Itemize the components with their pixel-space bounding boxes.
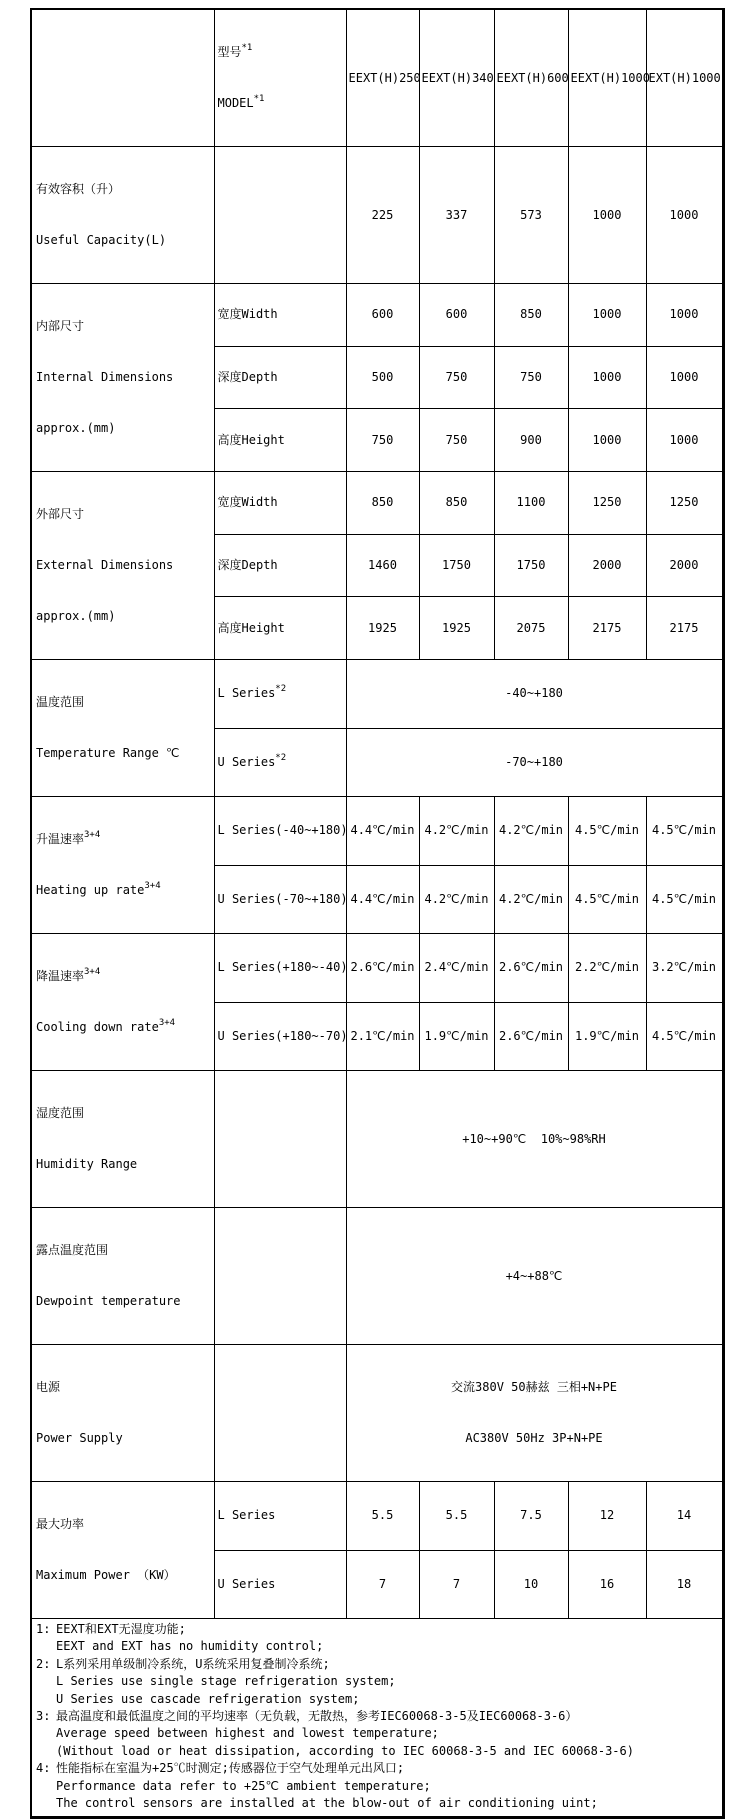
value-cell: 2.6℃/min: [494, 1002, 568, 1071]
value-cell: 2.2℃/min: [568, 934, 646, 1003]
value-cell: 4.5℃/min: [568, 865, 646, 934]
power-supply-label-cell: 电源 Power Supply: [31, 1345, 214, 1482]
model-name-cell: EXT(H)1000: [646, 9, 723, 147]
temp-range-l-row: [31, 660, 723, 729]
value-cell: 7.5: [494, 1482, 568, 1551]
value-cell: 2.6℃/min: [346, 934, 419, 1003]
merged-value-cell: +10~+90℃ 10%~98%RH: [346, 1071, 723, 1208]
value-cell: 5.5: [419, 1482, 494, 1551]
humidity-row: [31, 1071, 723, 1208]
external-width-row: [31, 472, 723, 535]
value-cell: 1750: [494, 534, 568, 597]
value-cell: 1000: [568, 147, 646, 284]
value-cell: 600: [419, 284, 494, 347]
note-number: 2:: [36, 1656, 51, 1671]
value-cell: 225: [346, 147, 419, 284]
model-name-cell: EEXT(H)340: [419, 9, 494, 147]
sub-label-cell: U Series$^{*2}$: [214, 728, 346, 797]
value-cell: 1750: [419, 534, 494, 597]
superscript: *2: [275, 684, 287, 695]
value-cell: 1460: [346, 534, 419, 597]
superscript: 3+4: [144, 881, 161, 891]
internal-dimensions-label-cell: 内部尺寸 Internal Dimensions approx.(mm): [31, 284, 214, 472]
value-cell: 7: [346, 1550, 419, 1619]
value-cell: 3.2℃/min: [646, 934, 723, 1003]
merged-value-cell: +4~+88℃: [346, 1208, 723, 1345]
external-dimensions-label-cell: 外部尺寸 External Dimensions approx.(mm): [31, 472, 214, 660]
value-cell: 2175: [568, 597, 646, 660]
note-line: 3: 最高温度和最低温度之间的平均速率（无负载，无散热，参考IEC60068-3-5及IEC60068-3-6）: [36, 1708, 718, 1725]
value-cell: 900: [494, 409, 568, 472]
value-cell: 1000: [646, 409, 723, 472]
notes-row: [31, 1619, 723, 1818]
max-power-label-cell: 最大功率 Maximum Power （KW）: [31, 1482, 214, 1619]
model-header-cell: [214, 9, 346, 147]
sub-label-cell: 高度Height: [214, 597, 346, 660]
heating-rate-label-cell: 升温速率$^{3+4}$ Heating up rate$^{3+4}$: [31, 797, 214, 934]
merged-value-cell: -40~+180: [346, 660, 723, 729]
value-cell: 750: [419, 346, 494, 409]
value-cell: 4.5℃/min: [646, 865, 723, 934]
model-name-cell: EEXT(H)250: [346, 9, 419, 147]
value-cell: 1.9℃/min: [568, 1002, 646, 1071]
value-cell: 1250: [646, 472, 723, 535]
value-cell: 2175: [646, 597, 723, 660]
value-cell: 2.1℃/min: [346, 1002, 419, 1071]
sub-label-cell: 宽度Width: [214, 284, 346, 347]
value-cell: 1100: [494, 472, 568, 535]
merged-value-cell: 交流380V 50赫兹 三相+N+PE AC380V 50Hz 3P+N+PE: [346, 1345, 723, 1482]
header-row: [31, 9, 723, 147]
value-cell: 2075: [494, 597, 568, 660]
model-label-en: MODEL$^{*1}$: [217, 94, 265, 110]
sub-label-cell: L Series: [214, 1482, 346, 1551]
sub-label-cell: L Series$^{*2}$: [214, 660, 346, 729]
value-cell: 1000: [568, 346, 646, 409]
model-name-cell: EEXT(H)600: [494, 9, 568, 147]
sub-label-cell: 深度Depth: [214, 534, 346, 597]
note-line: 4: 性能指标在室温为+25℃时测定;传感器位于空气处理单元出风口;: [36, 1760, 718, 1777]
dewpoint-row: [31, 1208, 723, 1345]
value-cell: 4.4℃/min: [346, 797, 419, 866]
cooling-l-row: [31, 934, 723, 1003]
value-cell: 573: [494, 147, 568, 284]
spec-sheet: [30, 8, 752, 1819]
notes-cell: [31, 1619, 723, 1818]
value-cell: 4.5℃/min: [646, 797, 723, 866]
value-cell: 500: [346, 346, 419, 409]
value-cell: 850: [494, 284, 568, 347]
value-cell: 5.5: [346, 1482, 419, 1551]
sub-label-cell: 深度Depth: [214, 346, 346, 409]
note-line: EEXT and EXT has no humidity control;: [56, 1639, 324, 1654]
value-cell: 750: [494, 346, 568, 409]
superscript: 3+4: [158, 1018, 176, 1028]
superscript: *1: [253, 94, 265, 104]
sub-label-cell: U Series(-70~+180): [214, 865, 346, 934]
value-cell: 4.5℃/min: [568, 797, 646, 866]
sub-label-cell: [214, 1071, 346, 1208]
temp-range-label-cell: 温度范围 Temperature Range ℃: [31, 660, 214, 797]
note-line: The control sensors are installed at the blow-out of air conditioning uint;: [56, 1796, 598, 1811]
heating-l-row: [31, 797, 723, 866]
value-cell: 4.4℃/min: [346, 865, 419, 934]
value-cell: 750: [419, 409, 494, 472]
sub-label-cell: L Series(+180~-40): [214, 934, 346, 1003]
value-cell: 10: [494, 1550, 568, 1619]
model-label-zh: 型号$^{*1}$: [217, 43, 253, 59]
note-line: 1: EEXT和EXT无湿度功能;: [36, 1621, 718, 1638]
note-line: Performance data refer to +25℃ ambient temperature;: [56, 1778, 431, 1793]
superscript: 3+4: [84, 830, 101, 840]
power-supply-row: [31, 1345, 723, 1482]
superscript: *2: [275, 752, 287, 763]
superscript: 3+4: [84, 967, 101, 977]
value-cell: 850: [346, 472, 419, 535]
max-power-l-row: [31, 1482, 723, 1551]
value-cell: 2000: [646, 534, 723, 597]
note-number: 1:: [36, 1622, 51, 1636]
value-cell: 14: [646, 1482, 723, 1551]
note-line: L Series use single stage refrigeration system;: [56, 1674, 396, 1689]
value-cell: 1000: [568, 284, 646, 347]
note-line: U Series use cascade refrigeration system;: [56, 1691, 360, 1706]
capacity-row: [31, 147, 723, 284]
note-line: 2: L系列采用单级制冷系统，U系统采用复叠制冷系统;: [36, 1656, 718, 1673]
value-cell: 4.2℃/min: [494, 797, 568, 866]
value-cell: 2000: [568, 534, 646, 597]
value-cell: 337: [419, 147, 494, 284]
sub-label-cell: L Series(-40~+180): [214, 797, 346, 866]
value-cell: 18: [646, 1550, 723, 1619]
value-cell: 2.4℃/min: [419, 934, 494, 1003]
value-cell: 16: [568, 1550, 646, 1619]
sub-label-cell: [214, 1345, 346, 1482]
value-cell: 4.2℃/min: [419, 797, 494, 866]
dewpoint-label-cell: 露点温度范围 Dewpoint temperature: [31, 1208, 214, 1345]
note-line: Average speed between highest and lowest temperature;: [56, 1726, 439, 1741]
value-cell: 12: [568, 1482, 646, 1551]
value-cell: 4.5℃/min: [646, 1002, 723, 1071]
note-number: 4:: [36, 1761, 51, 1776]
note-number: 3:: [36, 1709, 51, 1724]
spec-table: [30, 8, 725, 1819]
corner-cell: [31, 9, 214, 147]
value-cell: 750: [346, 409, 419, 472]
value-cell: 1.9℃/min: [419, 1002, 494, 1071]
sub-label-cell: [214, 1208, 346, 1345]
value-cell: 1000: [646, 346, 723, 409]
sub-label-cell: 高度Height: [214, 409, 346, 472]
value-cell: 1925: [346, 597, 419, 660]
value-cell: 600: [346, 284, 419, 347]
humidity-label-cell: 湿度范围 Humidity Range: [31, 1071, 214, 1208]
sub-label-cell: U Series(+180~-70): [214, 1002, 346, 1071]
value-cell: 850: [419, 472, 494, 535]
value-cell: 1000: [568, 409, 646, 472]
note-line: (Without load or heat dissipation, according to IEC 60068-3-5 and IEC 60068-3-6): [56, 1743, 634, 1758]
sub-label-cell: [214, 147, 346, 284]
internal-width-row: [31, 284, 723, 347]
sub-label-cell: 宽度Width: [214, 472, 346, 535]
cooling-rate-label-cell: 降温速率$^{3+4}$ Cooling down rate$^{3+4}$: [31, 934, 214, 1071]
value-cell: 7: [419, 1550, 494, 1619]
value-cell: 4.2℃/min: [494, 865, 568, 934]
superscript: *1: [241, 43, 253, 53]
value-cell: 1250: [568, 472, 646, 535]
merged-value-cell: -70~+180: [346, 728, 723, 797]
model-name-cell: EEXT(H)1000: [568, 9, 646, 147]
value-cell: 1000: [646, 147, 723, 284]
capacity-label-cell: 有效容积（升） Useful Capacity(L): [31, 147, 214, 284]
value-cell: 1925: [419, 597, 494, 660]
value-cell: 2.6℃/min: [494, 934, 568, 1003]
value-cell: 1000: [646, 284, 723, 347]
sub-label-cell: U Series: [214, 1550, 346, 1619]
value-cell: 4.2℃/min: [419, 865, 494, 934]
